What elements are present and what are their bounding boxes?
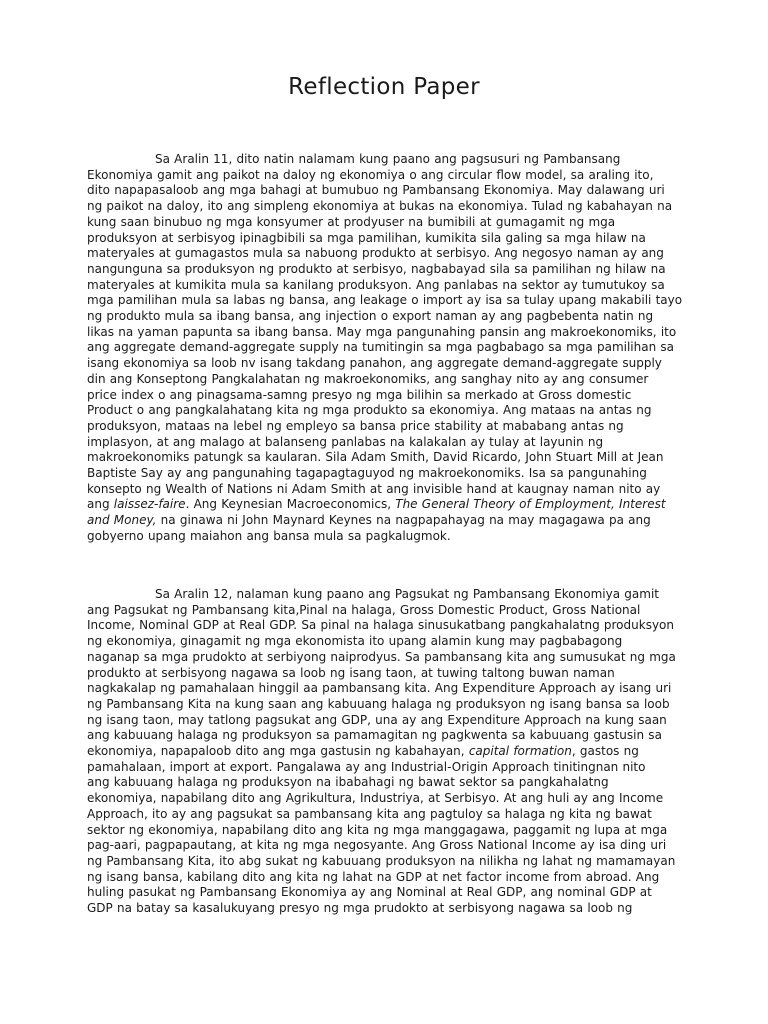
paragraph-line: nangunguna sa produksyon ng produkto at serbisyo, nagbabayad sila sa pamilihan ng hilaw na xyxy=(87,261,666,276)
paragraph-line: produksyon at serbisyog ipinagbibili sa mga pamilihan, kumikita sila galing sa mga hilaw na xyxy=(87,230,646,245)
paragraph-line: din ang Konseptong Pangkalahatan ng makroekonomiks, ang sanghay nito ay ang consumer xyxy=(87,371,649,386)
paragraph-line: ang aggregate demand-aggregate supply na tumitingin sa mga pagbabago sa mga pamilihan sa xyxy=(87,340,675,355)
paragraph-line: price index o ang pinagsama-samng presyo ng mga bilihin sa merkado at Gross domestic xyxy=(87,387,632,402)
paragraph-line: GDP na batay sa kasalukuyang presyo ng mga prudokto at serbisyong nagawa sa loob ng xyxy=(87,901,633,916)
paragraph-line: ekonomiya, napabilang dito ang Agrikultura, Industriya, at Serbisyo. At ang huli ay ang Income xyxy=(87,791,664,806)
paragraph-line: ng isang taon, may tatlong pagsukat ang GDP, una ay ang Expenditure Approach na kung saan xyxy=(87,712,667,727)
italic-book-title: and Money, xyxy=(87,513,157,528)
paragraph-line: makroekonomiks patungk sa kaularan. Sila Adam Smith, David Ricardo, John Stuart Mill at Jean xyxy=(87,450,664,465)
paragraph-line: sektor ng ekonomiya, napabilang dito ang kita ng mga manggagawa, paggamit ng lupa at mga xyxy=(87,822,668,837)
paragraph-line: konsepto ng Wealth of Nations ni Adam Smith at ang invisible hand at kaugnay naman nito ay xyxy=(87,481,661,496)
paragraph-line: naganap sa mga prudokto at serbiyong naiprodyus. Sa pambansang kita ang sumusukat ng mga xyxy=(87,649,676,664)
paragraph-line: ng Pambansang Kita na kung saan ang kabuuang halaga ng produksyon ng isang bansa sa loob xyxy=(87,696,670,711)
paragraph-line: ng produkto mula sa ibang bansa, ang injection o export naman ay ang pagbebenta natin ng xyxy=(87,309,654,324)
paragraph-line: gobyerno upang maiahon ang bansa mula sa pagkalugmok. xyxy=(87,528,451,543)
paragraph-line: Income, Nominal GDP at Real GDP. Sa pinal na halaga sinusukatbang pangkahalatng produksyon xyxy=(87,618,674,633)
paragraph-line: likas na yaman papunta sa ibang bansa. May mga pangunahing pansin ang makroekonomiks, ito xyxy=(87,324,677,339)
italic-book-title: The General Theory of Employment, Interest xyxy=(395,497,666,512)
paragraph-line: dito napapasaloob ang mga bahagi at bumubuo ng Pambansang Ekonomiya. May dalawang uri xyxy=(87,183,665,198)
paragraph-line: pamahalaan, import at export. Pangalawa ay ang Industrial-Origin Approach tinitingnan nito xyxy=(87,759,646,774)
paragraph-line: ekonomiya, napapaloob dito ang mga gastusin ng kabahayan, capital formation, gastos ng xyxy=(87,744,639,759)
paragraph-line: produkto at serbisyong nagawa sa loob ng isang taon, at tuwing taltong buwan naman xyxy=(87,665,615,680)
paragraph-line: materyales at kumikita mula sa kanilang produksyon. Ang panlabas na sektor ay tumutukoy sa xyxy=(87,277,665,292)
paragraph-line: ang laissez-faire. Ang Keynesian Macroeconomics, The General Theory of Employment, Interest xyxy=(87,497,666,512)
paragraph-line: ng isang bansa, kabilang dito ang kita ng lahat na GDP at net factor income from abroad. Ang xyxy=(87,869,660,884)
paragraph-line: mga pamilihan mula sa labas ng bansa, ang leakage o import ay isa sa tulay upang makabili tayo xyxy=(87,293,683,308)
paragraph-line: ang kabuuang halaga ng produksyon na ibabahagi ng bawat sektor sa pangkahalatng xyxy=(87,775,609,790)
paragraph-line: ng Pambansang Kita, ito abg sukat ng kabuuang produksyon na nilikha ng lahat ng mamamayan xyxy=(87,853,676,868)
document-title: Reflection Paper xyxy=(288,74,480,100)
paragraph-line: Approach, ito ay ang pagsukat sa pambansang kita ang pagtuloy sa halaga ng kita ng bawat xyxy=(87,806,652,821)
paragraph-line: huling pasukat ng Pambansang Ekonomiya ay ang Nominal at Real GDP, ang nominal GDP at xyxy=(87,885,652,900)
paragraph-line: ang Pagsukat ng Pambansang kita,Pinal na halaga, Gross Domestic Product, Gross National xyxy=(87,602,641,617)
paragraph-line: Product o ang pangkalahatang kita ng mga produkto sa ekonomiya. Ang mataas na antas ng xyxy=(87,403,652,418)
paragraph-line: Ekonomiya gamit ang paikot na daloy ng ekonomiya o ang circular flow model, sa araling ito, xyxy=(87,167,654,182)
paragraph-line: implasyon, at ang malago at balanseng panlabas na kalakalan ay tulay at layunin ng xyxy=(87,434,604,449)
paragraph-line: produksyon, mataas na lebel ng empleyo sa bansa price stability at mababang antas ng xyxy=(87,418,624,433)
italic-term: capital formation xyxy=(468,744,572,759)
paragraph-line: Baptiste Say ay ang pangunahing tagapagtaguyod ng makroekonomiks. Isa sa pangunahing xyxy=(87,466,647,481)
paragraph-line: ng paikot na daloy, ito ang simpleng ekonomiya at bukas na ekonomiya. Tulad ng kabahayan na xyxy=(87,199,673,214)
paragraph-line: materyales at gumagastos mula sa nabuong produkto at serbisyo. Ang negosyo naman ay ang xyxy=(87,246,664,261)
paragraph-line: Sa Aralin 12, nalaman kung paano ang Pagsukat ng Pambansang Ekonomiya gamit xyxy=(155,587,659,601)
paragraph-line: isang ekonomiya sa loob nv isang takdang panahon, ang aggregate demand-aggregate supply xyxy=(87,356,662,371)
paragraph-line: pag-aari, pagpapautang, at kita ng mga negosyante. Ang Gross National Income ay isa ding uri xyxy=(87,838,667,853)
paragraph-aralin-12 xyxy=(87,587,683,917)
paragraph-line: nagkakalap ng pamahalaan hinggil aa pambansang kita. Ang Expenditure Approach ay isang uri xyxy=(87,681,672,696)
italic-term: laissez-faire xyxy=(113,497,186,512)
paragraph-line: ng ekonomiya, ginagamit ng mga ekonomista ito upang alamin kung may pagbabagong xyxy=(87,634,623,649)
paragraph-aralin-11 xyxy=(87,152,683,545)
paragraph-line: kung saan binubuo ng mga konsyumer at prodyuser na bumibili at gumagamit ng mga xyxy=(87,214,616,229)
paragraph-line: Sa Aralin 11, dito natin nalamam kung paano ang pagsusuri ng Pambansang xyxy=(155,152,621,166)
paragraph-line: and Money, na ginawa ni John Maynard Keynes na nagpapahayag na may magagawa pa ang xyxy=(87,513,651,528)
paragraph-line: ang kabuuang halaga ng produksyon sa pamamagitan ng pagkwenta sa kabuuang gastusin sa xyxy=(87,728,662,743)
